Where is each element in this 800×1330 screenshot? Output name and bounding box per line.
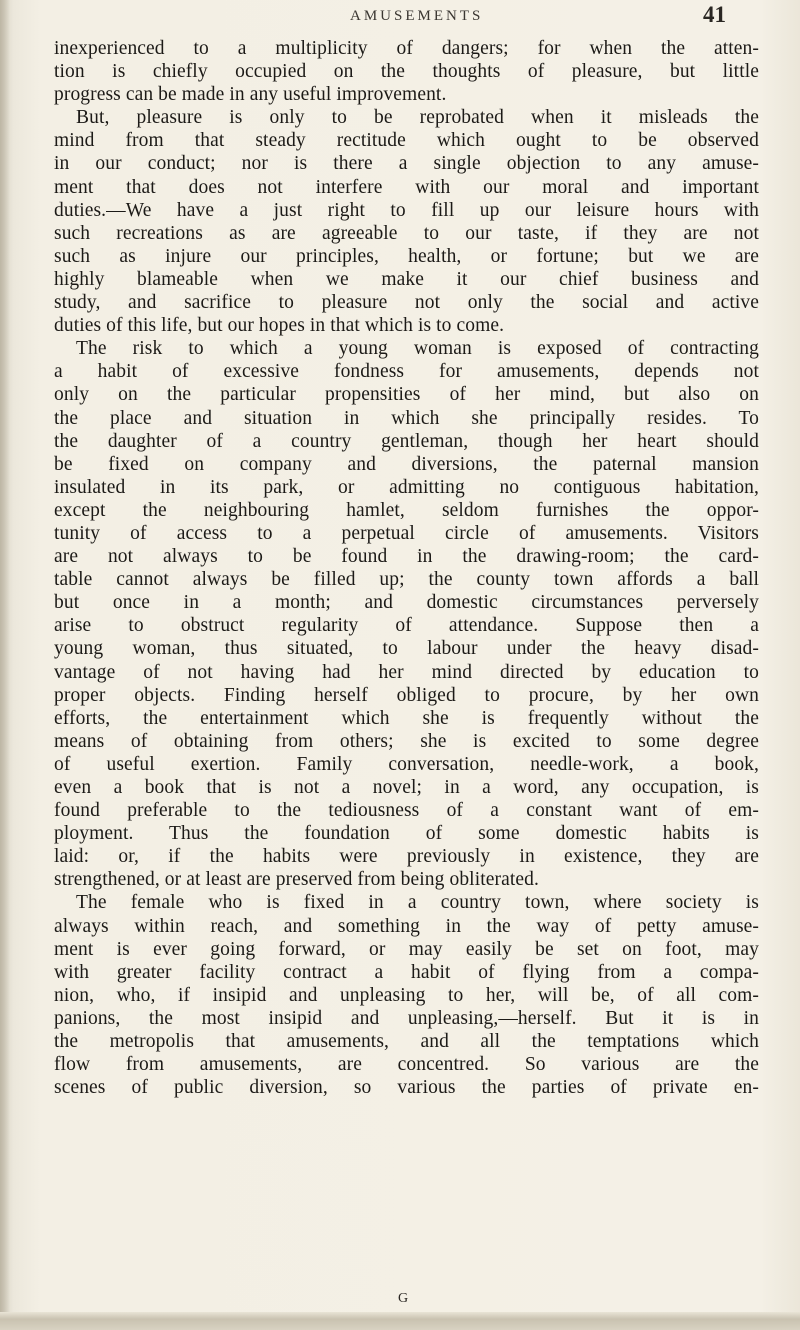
text-line: found preferable to the tediousness of a constant want of em- [54,800,759,822]
text-line: the daughter of a country gentleman, though her heart should [54,430,759,452]
text-line: progress can be made in any useful improvement. [54,84,447,106]
text-line: a habit of excessive fondness for amusements, depends not [54,361,759,383]
text-line: table cannot always be filled up; the county town affords a ball [54,569,759,591]
text-line: ment is ever going forward, or may easily be set on foot, may [54,938,759,960]
text-line: inexperienced to a multiplicity of dangers; for when the atten- [54,38,759,59]
text-line: insulated in its park, or admitting no contiguous habitation, [54,476,759,498]
text-line: tion is chiefly occupied on the thoughts of pleasure, but little [54,61,759,83]
text-line: proper objects. Finding herself obliged to procure, by her own [54,684,759,706]
text-line: be fixed on company and diversions, the paternal mansion [54,453,759,475]
text-line: in our conduct; nor is there a single objection to any amuse- [54,153,759,175]
text-line: highly blameable when we make it our chief business and [54,268,759,290]
text-line: the place and situation in which she principally resides. To [54,407,759,429]
text-line: study, and sacrifice to pleasure not only the social and active [54,292,759,314]
text-line: But, pleasure is only to be reprobated when it misleads the [76,107,759,129]
text-line: such as injure our principles, health, or fortune; but we are [54,245,759,267]
text-line: arise to obstruct regularity of attendance. Suppose then a [54,615,759,637]
gutter-shadow [0,0,10,1330]
text-line: only on the particular propensities of her mind, but also on [54,384,759,406]
text-line: ployment. Thus the foundation of some domestic habits is [54,823,759,845]
text-line: laid: or, if the habits were previously in existence, they are [54,846,759,868]
text-line: mind from that steady rectitude which ought to be observed [54,130,759,152]
text-line: with greater facility contract a habit of flying from a compa- [54,961,759,983]
text-line: means of obtaining from others; she is excited to some degree [54,730,759,752]
text-line: ment that does not interfere with our moral and important [54,176,759,198]
text-line: even a book that is not a novel; in a word, any occupation, is [54,777,759,798]
text-line: efforts, the entertainment which she is frequently without the [54,707,759,729]
running-head [0,2,800,32]
text-line: of useful exertion. Family conversation, needle-work, a book, [54,753,759,775]
text-line: except the neighbouring hamlet, seldom furnishes the oppor- [54,499,759,521]
text-line: duties of this life, but our hopes in that which is to come. [54,315,505,337]
text-line: strengthened, or at least are preserved from being obliterated. [54,869,539,891]
signature-mark: G [398,1291,409,1306]
text-line: such recreations as are agreeable to our taste, if they are not [54,222,759,244]
page-bottom-edge [0,1312,800,1330]
text-line: the metropolis that amusements, and all the temptations which [54,1031,759,1053]
text-line: are not always to be found in the drawing-room; the card- [54,546,759,568]
text-line: flow from amusements, are concentred. So various are the [54,1054,759,1076]
text-line: panions, the most insipid and unpleasing,—herself. But it is in [54,1007,759,1029]
text-line: The risk to which a young woman is exposed of contracting [76,338,759,360]
text-line: but once in a month; and domestic circumstances perversely [54,592,759,614]
text-line: young woman, thus situated, to labour under the heavy disad- [54,638,759,660]
text-line: tunity of access to a perpetual circle of amusements. Visitors [54,522,759,544]
body-text [54,37,759,1099]
text-line: The female who is fixed in a country town, where society is [76,892,759,914]
text-line: nion, who, if insipid and unpleasing to her, will be, of all com- [54,984,759,1006]
text-line: duties.—We have a just right to fill up our leisure hours with [54,199,759,221]
text-line: always within reach, and something in the way of petty amuse- [54,915,759,937]
page-number: 41 [703,2,726,27]
text-line: scenes of public diversion, so various the parties of private en- [54,1077,759,1099]
running-title: AMUSEMENTS [350,8,484,24]
text-line: vantage of not having had her mind directed by education to [54,661,759,683]
